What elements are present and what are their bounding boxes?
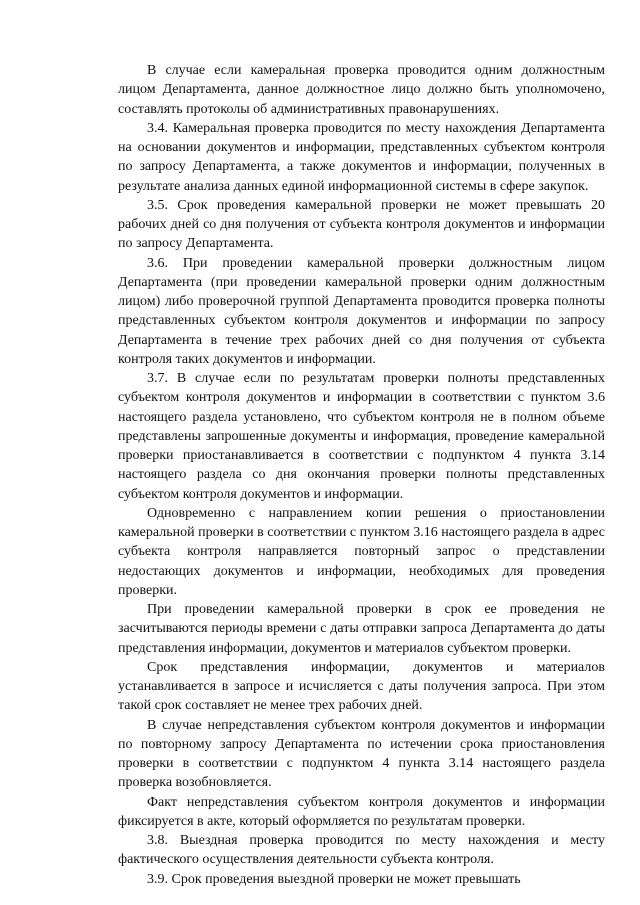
paragraph-suspension-request: Одновременно с направлением копии решения о приостановлении камеральной проверки в соответствии с пунктом 3.16 настоящего раздела в адрес субъекта контроля направляется повторный запрос о представлении недостающих документов и информации, необходимых для проведения проверки. <box>118 505 605 598</box>
paragraph-3-6: 3.6. При проведении камеральной проверки должностным лицом Департамента (при проведении камеральной проверки одним должностным лицом) либо проверочной группой Департамента проводится проверка полноты представленных субъектом контроля документов и информации по запросу Департамента в течение трех рабочих дней со дня получения от субъекта контроля таких документов и информации. <box>118 255 605 367</box>
paragraph-3-4: 3.4. Камеральная проверка проводится по месту нахождения Департамента на основании документов и информации, представленных субъектом контроля по запросу Департамента, а также документов и информации, полученных в результате анализа данных единой информационной системы в сфере закупок. <box>118 120 605 194</box>
paragraph-resumption: В случае непредставления субъектом контроля документов и информации по повторному запросу Департамента по истечении срока приостановления проверки в соответствии с подпунктом 4 пункта 3.14 настоящего раздела проверка возобновляется. <box>118 717 605 791</box>
paragraph-3-5: 3.5. Срок проведения камеральной проверки не может превышать 20 рабочих дней со дня получения от субъекта контроля документов и информации по запросу Департамента. <box>118 197 605 252</box>
paragraph-commission-authority: В случае если камеральная проверка проводится одним должностным лицом Департамента, данное должностное лицо должно быть уполномочено, составлять протоколы об административных правонарушениях. <box>118 63 605 117</box>
paragraph-submission-term: Срок представления информации, документов и материалов устанавливается в запросе и исчисляется с даты получения запроса. При этом такой срок составляет не менее трех рабочих дней. <box>118 659 605 714</box>
paragraph-3-8: 3.8. Выездная проверка проводится по месту нахождения и месту фактического осуществления деятельности субъекта контроля. <box>118 833 605 868</box>
document-body <box>118 61 605 889</box>
paragraph-period-exclusion: При проведении камеральной проверки в срок ее проведения не засчитываются периоды времени с даты отправки запроса Департамента до даты представления информации, документов и материалов субъектом проверки. <box>118 602 605 656</box>
paragraph-3-7: 3.7. В случае если по результатам проверки полноты представленных субъектом контроля документов и информации в соответствии с пунктом 3.6 настоящего раздела установлено, что субъектом контроля не в полном объеме представлены запрошенные документы и информация, проведение камеральной проверки приостанавливается в соответствии с подпунктом 4 пункта 3.14 настоящего раздела со дня окончания проверки полноты представленных субъектом контроля документов и информации. <box>118 371 605 502</box>
paragraph-act-record: Факт непредставления субъектом контроля документов и информации фиксируется в акте, который оформляется по результатам проверки. <box>118 794 605 829</box>
paragraph-3-9: 3.9. Срок проведения выездной проверки не может превышать <box>147 871 521 887</box>
